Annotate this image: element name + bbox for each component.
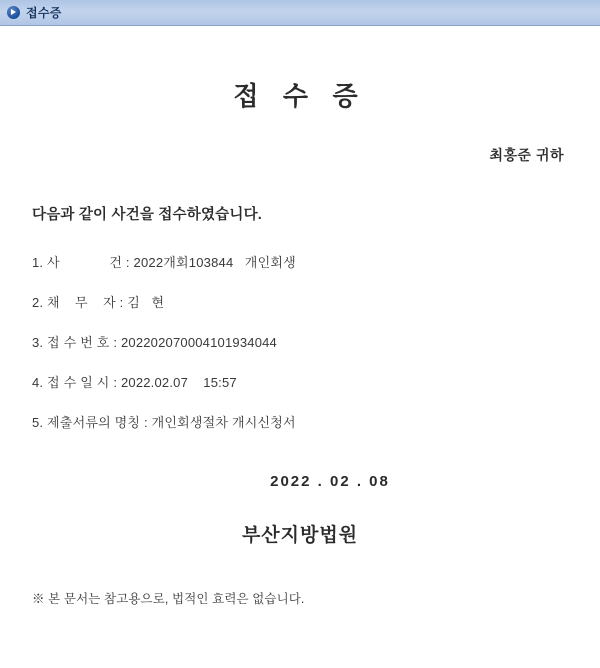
detail-list	[32, 252, 568, 431]
receipt-document	[0, 76, 600, 607]
list-item: 4. 접 수 일 시 : 2022.02.07 15:57	[32, 375, 237, 390]
window-title: 접수증	[26, 6, 62, 20]
arrow-bullet-icon	[7, 6, 20, 19]
issue-date: 2022 . 02 . 08	[270, 473, 390, 490]
addressee-text: 최홍준 귀하	[489, 147, 564, 163]
page-title: 접 수 증	[233, 82, 367, 111]
list-item: 3. 접 수 번 호 : 202202070004101934044	[32, 335, 277, 350]
lead-statement: 다음과 같이 사건을 접수하였습니다.	[32, 207, 263, 223]
list-item: 5. 제출서류의 명칭 : 개인회생절차 개시신청서	[32, 415, 296, 430]
disclaimer-note: ※ 본 문서는 참고용으로, 법적인 효력은 없습니다.	[32, 592, 305, 606]
court-name: 부산지방법원	[241, 525, 359, 546]
list-item: 1. 사 건 : 2022개회103844 개인회생	[32, 255, 296, 270]
list-item: 2. 채 무 자 : 김 현	[32, 295, 165, 310]
window-titlebar	[0, 0, 600, 26]
